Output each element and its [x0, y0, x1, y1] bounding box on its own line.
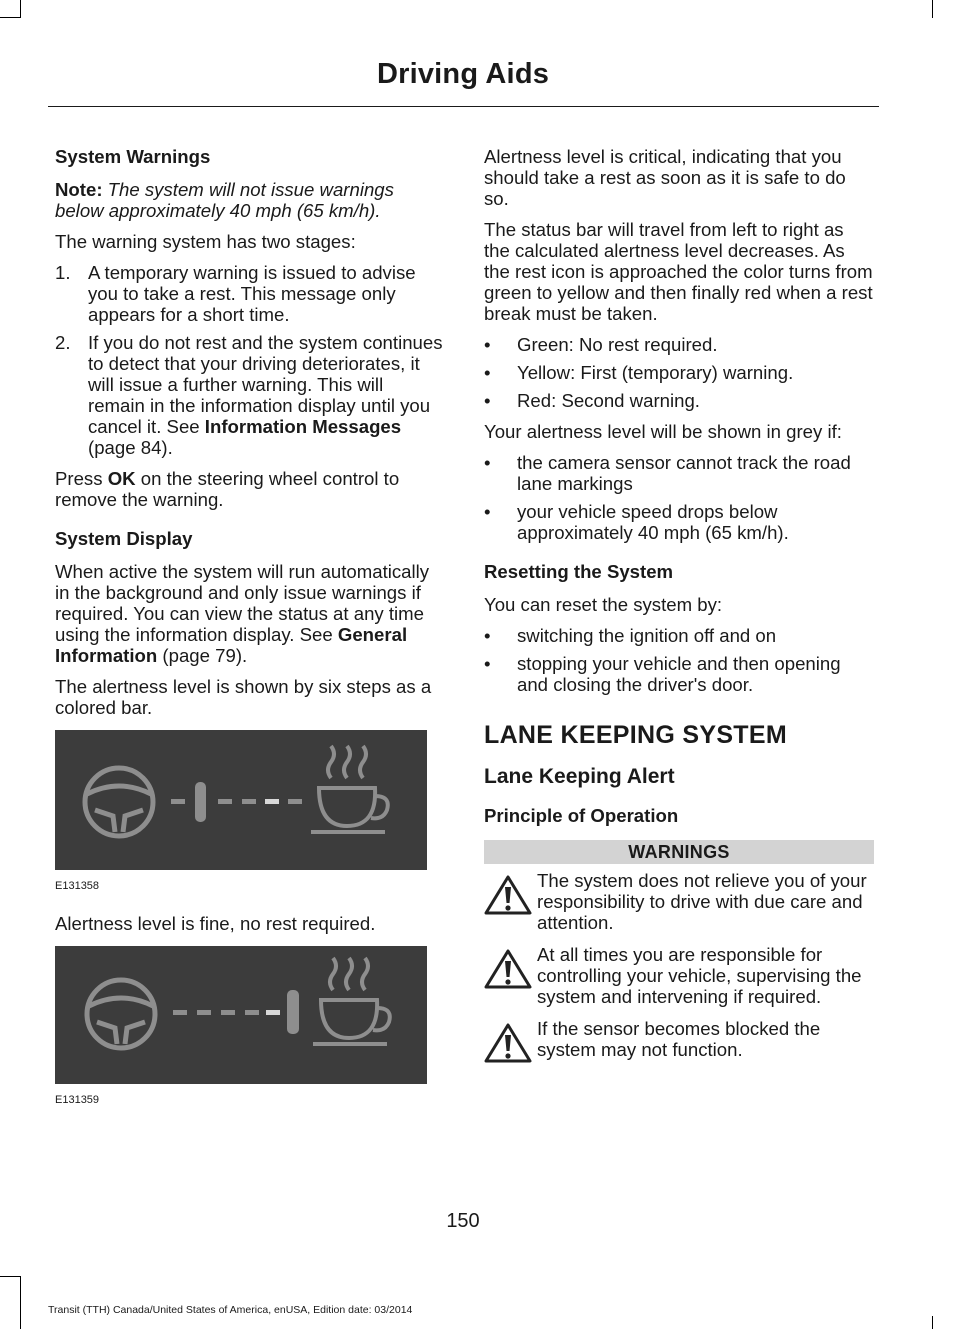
- grey-bullet-list: [484, 452, 874, 543]
- list-item-text: (page 84).: [88, 437, 173, 458]
- warning-item: [484, 1018, 874, 1060]
- bullet: •: [484, 653, 491, 674]
- warning-triangle-icon: [484, 874, 532, 916]
- alertness-steps: [173, 990, 299, 1034]
- note-label: Note:: [55, 179, 103, 200]
- crop-mark: [932, 0, 933, 18]
- system-warnings-heading: System Warnings: [55, 146, 211, 167]
- list-item: [484, 390, 874, 411]
- list-item: [484, 334, 874, 355]
- alertness-bar-graphic: [55, 946, 427, 1084]
- crop-mark: [20, 1276, 21, 1329]
- six-steps-text: The alertness level is shown by six steps as a colored bar.: [55, 676, 432, 718]
- list-item: [55, 262, 445, 325]
- list-item-text: stopping your vehicle and then opening and closing the driver's door.: [517, 653, 841, 695]
- left-column: [55, 146, 445, 1127]
- list-item-text: If you do not rest and the system continues to detect that your driving deteriorates, it will issue a further warning. This will remain in the information display until you cancel it. See: [88, 332, 443, 437]
- list-number: 2.: [55, 332, 71, 353]
- bullet: •: [484, 625, 491, 646]
- color-bullet-list: [484, 334, 874, 411]
- lane-alert-heading: Lane Keeping Alert: [484, 765, 675, 788]
- status-bar-text: The status bar will travel from left to right as the calculated alertness level decreases. As the rest icon is approached the color turns from green to yellow and then finally red when a rest break must be taken.: [484, 219, 873, 324]
- list-item: [55, 332, 445, 458]
- crop-mark: [932, 1316, 933, 1329]
- note-text: The system will not issue warnings below approximately 40 mph (65 km/h).: [55, 179, 394, 221]
- resetting-heading: Resetting the System: [484, 561, 674, 582]
- alertness-bar-graphic: [55, 730, 427, 870]
- principle-heading: Principle of Operation: [484, 805, 679, 826]
- reset-text: You can reset the system by:: [484, 594, 723, 615]
- alertness-figure-critical: [55, 946, 427, 1084]
- list-item-text: Green: No rest required.: [517, 334, 718, 355]
- lane-keeping-heading: LANE KEEPING SYSTEM: [484, 721, 787, 749]
- steering-wheel-icon: [85, 768, 153, 836]
- list-item: [484, 501, 874, 543]
- display-text-b: (page 79).: [157, 645, 248, 666]
- press-ok-text: [55, 468, 445, 510]
- list-item-text: Yellow: First (temporary) warning.: [517, 362, 794, 383]
- two-stages-text: The warning system has two stages:: [55, 231, 356, 252]
- warning-triangle-icon: [484, 1022, 532, 1064]
- crop-mark: [20, 0, 21, 18]
- bullet: •: [484, 390, 491, 411]
- display-text-a: When active the system will run automatically in the background and only issue warnings if required. You can view the status at any time using the information display. See: [55, 561, 430, 645]
- right-column: [484, 146, 874, 1071]
- page-number: 150: [446, 1210, 480, 1232]
- warning-triangle-icon: [484, 948, 532, 990]
- alertness-steps: [171, 782, 302, 822]
- bullet: •: [484, 501, 491, 522]
- footer-edition: Transit (TTH) Canada/United States of America, enUSA, Edition date: 03/2014: [48, 1304, 413, 1316]
- note-paragraph: [55, 179, 445, 221]
- coffee-cup-icon: [311, 746, 388, 832]
- display-paragraph: [55, 561, 445, 666]
- warnings-header: WARNINGS: [484, 840, 874, 864]
- list-item-text: switching the ignition off and on: [517, 625, 777, 646]
- list-item: [484, 452, 874, 494]
- critical-text: Alertness level is critical, indicating that you should take a rest as soon as it is safe to do so.: [484, 146, 846, 209]
- list-item-text: Red: Second warning.: [517, 390, 700, 411]
- list-item-text: A temporary warning is issued to advise you to take a rest. This message only appears for a short time.: [88, 262, 416, 325]
- grey-text: Your alertness level will be shown in grey if:: [484, 421, 842, 442]
- warning-text: If the sensor becomes blocked the system may not function.: [537, 1018, 821, 1060]
- system-display-heading: System Display: [55, 528, 193, 549]
- reset-bullet-list: [484, 625, 874, 695]
- list-number: 1.: [55, 262, 71, 283]
- alertness-figure-fine: [55, 730, 427, 870]
- warning-item: [484, 944, 874, 1007]
- list-item: [484, 625, 874, 646]
- list-item: [484, 653, 874, 695]
- warning-item: [484, 870, 874, 933]
- crop-mark: [0, 17, 20, 18]
- list-item-text: your vehicle speed drops below approximately 40 mph (65 km/h).: [517, 501, 789, 543]
- warning-text: The system does not relieve you of your responsibility to drive with due care and attention.: [537, 870, 867, 933]
- general-information-link[interactable]: General Information: [55, 624, 408, 666]
- warning-text: At all times you are responsible for controlling your vehicle, supervising the system and intervening if required.: [537, 944, 862, 1007]
- bullet: •: [484, 362, 491, 383]
- page-title: Driving Aids: [376, 58, 550, 90]
- fine-text: Alertness level is fine, no rest required.: [55, 913, 376, 934]
- information-messages-link[interactable]: Information Messages: [204, 416, 402, 437]
- figure-caption: E131359: [55, 1094, 100, 1106]
- press-text-a: Press: [55, 468, 108, 489]
- steering-wheel-icon: [87, 980, 155, 1048]
- figure-caption: E131358: [55, 880, 100, 892]
- warning-stages-list: [55, 262, 445, 458]
- coffee-cup-icon: [313, 958, 390, 1044]
- ok-button-label: OK: [107, 468, 136, 489]
- press-text-b: on the steering wheel control to remove the warning.: [55, 468, 400, 510]
- bullet: •: [484, 452, 491, 473]
- crop-mark: [0, 1276, 20, 1277]
- list-item: [484, 362, 874, 383]
- bullet: •: [484, 334, 491, 355]
- list-item-text: the camera sensor cannot track the road lane markings: [517, 452, 851, 494]
- header-rule: [48, 106, 879, 107]
